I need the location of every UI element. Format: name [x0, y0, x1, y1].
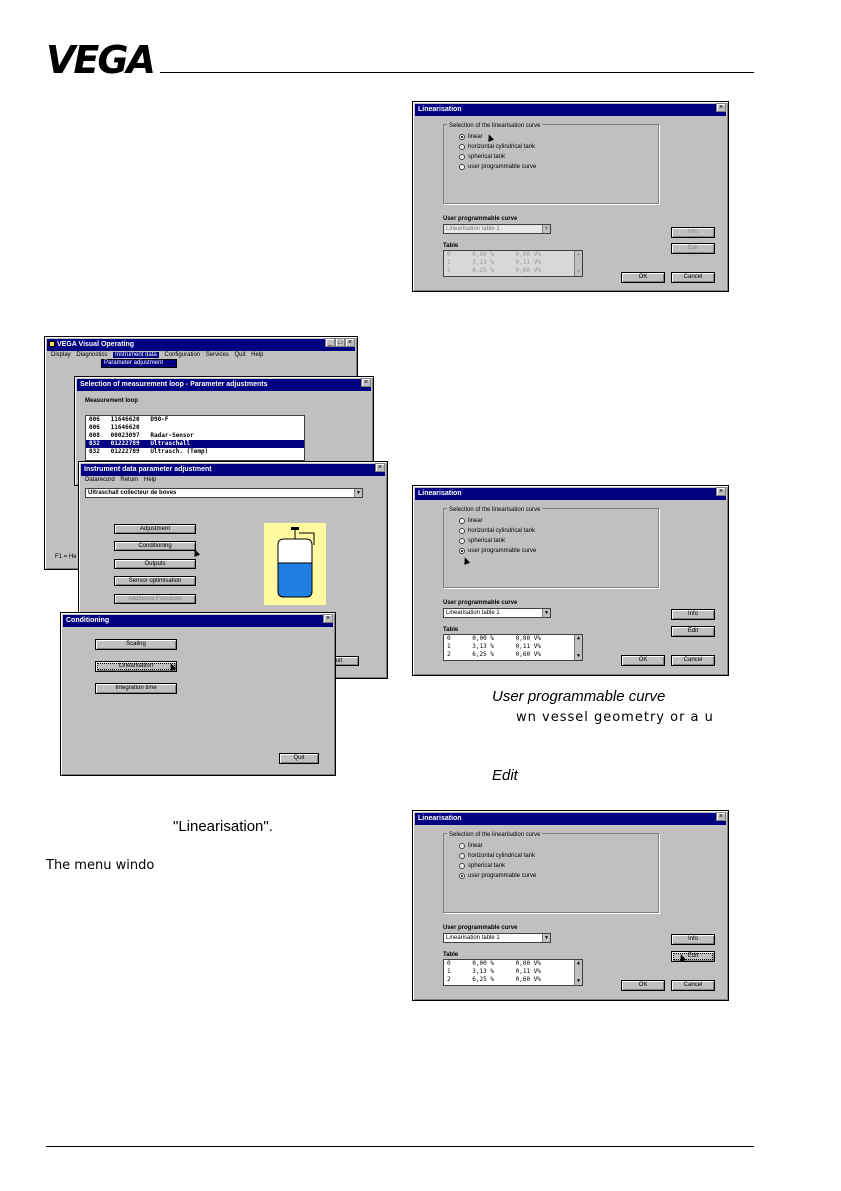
dialog-title: Linearisation — [415, 813, 726, 825]
menu-datarecord[interactable]: Datarecord — [85, 477, 115, 483]
linearisation-dialog-3 — [412, 810, 729, 1001]
menu-help[interactable]: Help — [251, 352, 264, 358]
close-button[interactable]: × — [345, 338, 355, 347]
ok-button[interactable]: OK — [621, 655, 665, 666]
radio-linear[interactable] — [459, 134, 465, 140]
window-title: VEGA Visual Operating — [47, 339, 355, 351]
app-icon — [49, 341, 55, 347]
tank-graphic — [264, 523, 326, 605]
radio-spherical[interactable] — [459, 863, 465, 869]
scrollbar[interactable] — [574, 251, 582, 276]
sensor-optimisation-button[interactable]: Sensor optimisation — [114, 576, 196, 586]
table-label: Table — [443, 952, 459, 958]
combo-value: Linearisation table 1 — [446, 935, 500, 941]
info-button[interactable]: Info — [671, 227, 715, 238]
radio-spherical[interactable] — [459, 154, 465, 160]
menu-help[interactable]: Help — [144, 477, 157, 483]
table-row: 2 6,25 % 0,60 V% — [447, 976, 541, 983]
option-label: user programmable curve — [468, 873, 537, 879]
linearisation-dialog-1 — [412, 101, 729, 292]
menu-quit[interactable]: Quit — [234, 352, 246, 358]
conditioning-button[interactable]: Conditioning — [114, 541, 196, 551]
conditioning-window — [60, 612, 336, 776]
menu-configuration[interactable]: Configuration — [164, 352, 201, 358]
close-button[interactable]: × — [323, 614, 333, 623]
dropdown-menu — [101, 359, 177, 368]
loop-label: Measurement loop — [85, 398, 139, 404]
menubar — [81, 476, 385, 485]
integration-time-button[interactable]: Integration time — [95, 683, 177, 694]
dialog-title: Linearisation — [415, 488, 726, 500]
radio-linear[interactable] — [459, 843, 465, 849]
user-curve-label: User programmable curve — [443, 600, 518, 606]
user-curve-label: User programmable curve — [443, 925, 518, 931]
table-row: 1 3,13 % 0,11 V% — [447, 968, 541, 975]
menu-instrument-data[interactable]: Instrument data — [115, 352, 157, 358]
option-label: horizontal cylindrical tank — [468, 528, 536, 534]
table-row: 1 3,13 % 0,11 V% — [447, 643, 541, 650]
scaling-button[interactable]: Scaling — [95, 639, 177, 650]
text-user-programmable-curve: User programmable curve — [492, 688, 666, 705]
close-button[interactable]: × — [361, 378, 371, 387]
list-item-selected[interactable]: 032 01222789 Ultraschall — [86, 440, 304, 448]
tank-icon — [264, 523, 326, 605]
curve-table-combo[interactable] — [443, 608, 551, 618]
additional-functions-button[interactable]: Additional Functions — [114, 594, 196, 604]
arrow-up-icon[interactable]: ▲ — [576, 635, 580, 641]
group-label: Selection of the linearisation curve — [449, 507, 541, 513]
text-edit: Edit — [492, 767, 518, 784]
quit-button[interactable]: uit — [319, 656, 359, 666]
maximize-icon[interactable]: □ — [335, 338, 345, 347]
table-row: 2 6,25 % 0,60 V% — [447, 651, 541, 658]
radio-user-programmable[interactable] — [459, 873, 465, 879]
menu-diagnostics[interactable]: Diagnostics — [76, 352, 108, 358]
combo-value: Linearisation table 1 — [446, 610, 500, 616]
option-label: horizontal cylindrical tank — [468, 144, 536, 150]
menubar — [47, 351, 355, 360]
cancel-button[interactable]: Cancel — [671, 980, 715, 991]
list-item[interactable]: 006 11646620 D90-F — [89, 416, 169, 423]
menu-return[interactable]: Return — [120, 477, 139, 483]
table-list[interactable] — [443, 250, 583, 277]
radio-horizontal-cylindrical[interactable] — [459, 528, 465, 534]
arrow-down-icon[interactable]: ▼ — [576, 653, 580, 659]
combo-value: Ultraschall collecteur de boves — [88, 490, 177, 496]
group-label: Selection of the linearisation curve — [449, 123, 541, 129]
menu-display[interactable]: Display — [51, 352, 71, 358]
option-label: linear — [468, 134, 483, 140]
cancel-button[interactable]: Cancel — [671, 655, 715, 666]
arrow-down-icon[interactable]: ▼ — [576, 978, 580, 984]
radio-user-programmable[interactable] — [459, 548, 465, 554]
edit-button[interactable]: Edit — [671, 951, 715, 962]
table-row: 2 6,25 % 0,60 V% — [447, 267, 541, 274]
option-label: user programmable curve — [468, 164, 537, 170]
text-vessel-geometry: wn vessel geometry or a u — [516, 710, 714, 725]
arrow-up-icon[interactable]: ▲ — [576, 960, 580, 966]
option-label: spherical tank — [468, 863, 506, 869]
chevron-down-icon[interactable]: ▼ — [542, 934, 550, 942]
quit-button[interactable]: Quit — [279, 753, 319, 764]
mouse-pointer-icon — [192, 548, 200, 557]
ok-button[interactable]: OK — [621, 980, 665, 991]
table-row: 1 3,13 % 0,11 V% — [447, 259, 541, 266]
header-rule — [160, 72, 754, 73]
outputs-button[interactable]: Outputs — [114, 559, 196, 569]
menu-services[interactable]: Services — [205, 352, 229, 358]
option-label: spherical tank — [468, 154, 506, 160]
table-row: 0 0,00 % 0,00 V% — [447, 960, 541, 967]
list-item[interactable]: 006 11646620 — [89, 424, 140, 431]
chevron-down-icon[interactable]: ▼ — [354, 489, 362, 497]
radio-spherical[interactable] — [459, 538, 465, 544]
menu-item-parameter-adjustment[interactable]: Parameter adjustment — [102, 360, 176, 367]
text-linearisation-quote: "Linearisation". — [173, 818, 273, 835]
table-label: Table — [443, 627, 459, 633]
option-label: horizontal cylindrical tank — [468, 853, 536, 859]
ok-button[interactable]: OK — [621, 272, 665, 283]
close-button[interactable]: × — [375, 463, 385, 472]
close-button[interactable]: × — [716, 487, 726, 496]
vega-logo: VEGA — [46, 38, 154, 82]
user-curve-label: User programmable curve — [443, 216, 518, 222]
window-title: Instrument data parameter adjustment — [81, 464, 385, 476]
list-item[interactable]: 008 00023097 Radar-Sensor — [89, 432, 194, 439]
footer-rule — [46, 1146, 754, 1147]
table-row: 0 0,00 % 0,00 V% — [447, 251, 541, 258]
scrollbar[interactable] — [574, 960, 582, 985]
info-button[interactable]: Info — [671, 609, 715, 620]
close-button[interactable]: × — [716, 103, 726, 112]
instrument-combo[interactable] — [85, 488, 363, 498]
linearisation-dialog-2 — [412, 485, 729, 676]
group-label: Selection of the linearisation curve — [449, 832, 541, 838]
table-label: Table — [443, 243, 459, 249]
option-label: linear — [468, 518, 483, 524]
combo-value: Linearisation table 1 — [446, 226, 500, 232]
linearisation-button[interactable]: Linearisation — [95, 661, 177, 672]
dialog-title: Linearisation — [415, 104, 726, 116]
curve-table-combo[interactable] — [443, 224, 551, 234]
status-text: F1 = He — [55, 554, 77, 560]
info-button[interactable]: Info — [671, 934, 715, 945]
table-list[interactable] — [443, 634, 583, 661]
curve-table-combo[interactable] — [443, 933, 551, 943]
option-label: user programmable curve — [468, 548, 537, 554]
scrollbar[interactable] — [574, 635, 582, 660]
adjustment-button[interactable]: Adjustment — [114, 524, 196, 534]
radio-linear[interactable] — [459, 518, 465, 524]
close-button[interactable]: × — [716, 812, 726, 821]
loop-list[interactable] — [85, 415, 305, 461]
radio-user-programmable[interactable] — [459, 164, 465, 170]
text-menu-window: The menu windo — [46, 858, 155, 873]
radio-horizontal-cylindrical[interactable] — [459, 144, 465, 150]
table-row: 0 0,00 % 0,00 V% — [447, 635, 541, 642]
window-title: Selection of measurement loop - Parameter adjustments — [77, 379, 371, 391]
option-label: linear — [468, 843, 483, 849]
minimize-icon[interactable]: _ — [325, 338, 335, 347]
arrow-down-icon[interactable]: ▼ — [576, 269, 580, 275]
edit-button[interactable]: Edit — [671, 243, 715, 254]
option-label: spherical tank — [468, 538, 506, 544]
cancel-button[interactable]: Cancel — [671, 272, 715, 283]
edit-button[interactable]: Edit — [671, 626, 715, 637]
table-list[interactable] — [443, 959, 583, 986]
list-item[interactable]: 032 01222789 Ultrasch. (Temp) — [89, 448, 209, 455]
arrow-up-icon[interactable]: ▲ — [576, 251, 580, 257]
window-title: Conditioning — [63, 615, 333, 627]
chevron-down-icon[interactable]: ▼ — [542, 609, 550, 617]
chevron-down-icon[interactable]: ▼ — [542, 225, 550, 233]
radio-horizontal-cylindrical[interactable] — [459, 853, 465, 859]
